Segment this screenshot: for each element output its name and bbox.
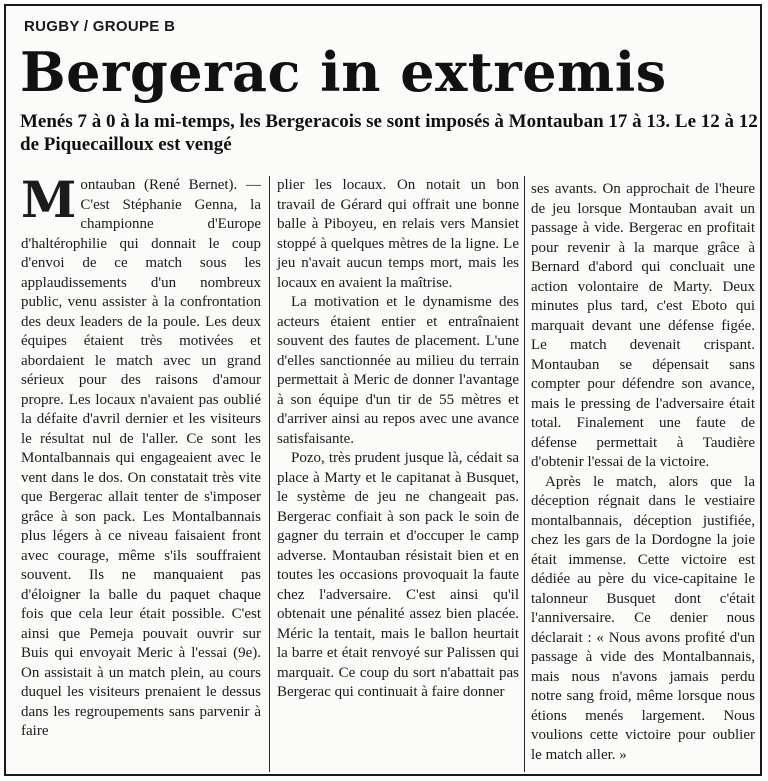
article-paragraph: ses avants. On approchait de l'heure de jeu lorsque Montauban avait un passage à vide. Bergerac en profitait pour revenir à la marque grâce à Bernard d'abord qui concluait une action volontaire de Marty. Deux minutes plus tard, c'est Eboto qui marquait devant une défense figée. Le match devenait crispant. Montauban se dépensait sans compter pour défendre son avance, mais le pressing de l'adversaire était total. Finalement une faute de défense permettait à Taudière d'obtenir l'essai de la victoire. [531,181,755,470]
column-rule [269,176,270,772]
newspaper-clipping [4,4,762,776]
column-rule [524,176,525,772]
article-paragraph [21,170,261,742]
section-label: RUGBY / GROUPE B [24,18,176,35]
article-column-2 [277,176,519,703]
article-paragraph: plier les locaux. On notait un bon travail de Gérard qui offrait une bonne balle à Piboyeu, en relais vers Mansiet stoppé à quelques mètres de la ligne. Le jeu n'avait aucun temps mort, mais les locaux en avaient la maîtrise. [277,177,519,291]
article-column-3 [531,176,755,765]
subheadline: Menés 7 à 0 à la mi-temps, les Bergeracois se sont imposés à Montauban 17 à 13. Le 12 à 12 de Piquecailloux est vengé [20,111,758,155]
article-column-1 [21,170,261,742]
paragraph-text: ontauban (René Bernet). — C'est Stéphanie Genna, la championne d'Europe d'haltérophilie qui donnait le coup d'envoi de ce match sous les applaudissements d'un nombreux public, venu assister à la confrontation des deux leaders de la poule. Les deux équipes étaient très motivées et abordaient le match avec un grand sérieux pour des raisons d'amour propre. Les locaux n'avaient pas oublié la défaite d'avril dernier et les visiteurs le résultat nul de l'aller. Ce sont les Montalbannais qui engageaient avec le vent dans le dos. On constatait très vite que Bergerac allait tenter de s'imposer grâce à son pack. Les Montalbannais plus légers à ce niveau faisaient front avec courage, même s'ils souffraient souvent. Ils ne manquaient pas d'éloigner la balle du paquet chaque fois que cela leur était possible. C'est ainsi que Pemeja pouvait ouvrir sur Buis qui envoyait Meric à l'essai (9e). On assistait à un match plein, au cours duquel les visiteurs prenaient le dessus dans les regroupements sans parvenir à faire [21,177,261,739]
article-paragraph: La motivation et le dynamisme des acteurs étaient entier et entraînaient souvent des fautes de placement. L'une d'elles sanctionnée au milieu du terrain permettait à Meric de donner l'avantage à son équipe d'un tir de 55 mètres et d'arriver ainsi au repos avec une avance satisfaisante. [277,294,519,447]
article-paragraph: Pozo, très prudent jusque là, cédait sa place à Marty et le capitanat à Busquet, le système de jeu ne changeait pas. Bergerac confiait à son pack le soin de gagner du terrain et d'occuper le camp adverse. Montauban résistait bien et en toutes les occasions provoquait la faute chez l'adversaire. C'est ainsi qu'il obtenait une pénalité assez bien placée. Méric la tentait, mais le ballon heurtait la barre et était renvoyé sur Palissen qui marquait. Ce coup du sort n'abattait pas Bergerac qui continuait à faire donner [277,450,519,700]
article-paragraph: Après le match, alors que la déception régnait dans le vestiaire montalbannais, déception justifiée, chez les gars de la Dordogne la joie était immense. Cette victoire est dédiée au père du vice-capitaine le talonneur Busquet dont c'était l'anniversaire. Ce denier nous déclarait : « Nous avons profité d'un passage à vide des Montalbannais, mais nous n'avons jamais perdu notre sang froid, même lorsque nous étions menés largement. Nous voulions cette victoire pour oublier le match aller. » [531,473,755,763]
headline: Bergerac in extremis [20,40,667,104]
drop-cap: M [21,170,77,229]
